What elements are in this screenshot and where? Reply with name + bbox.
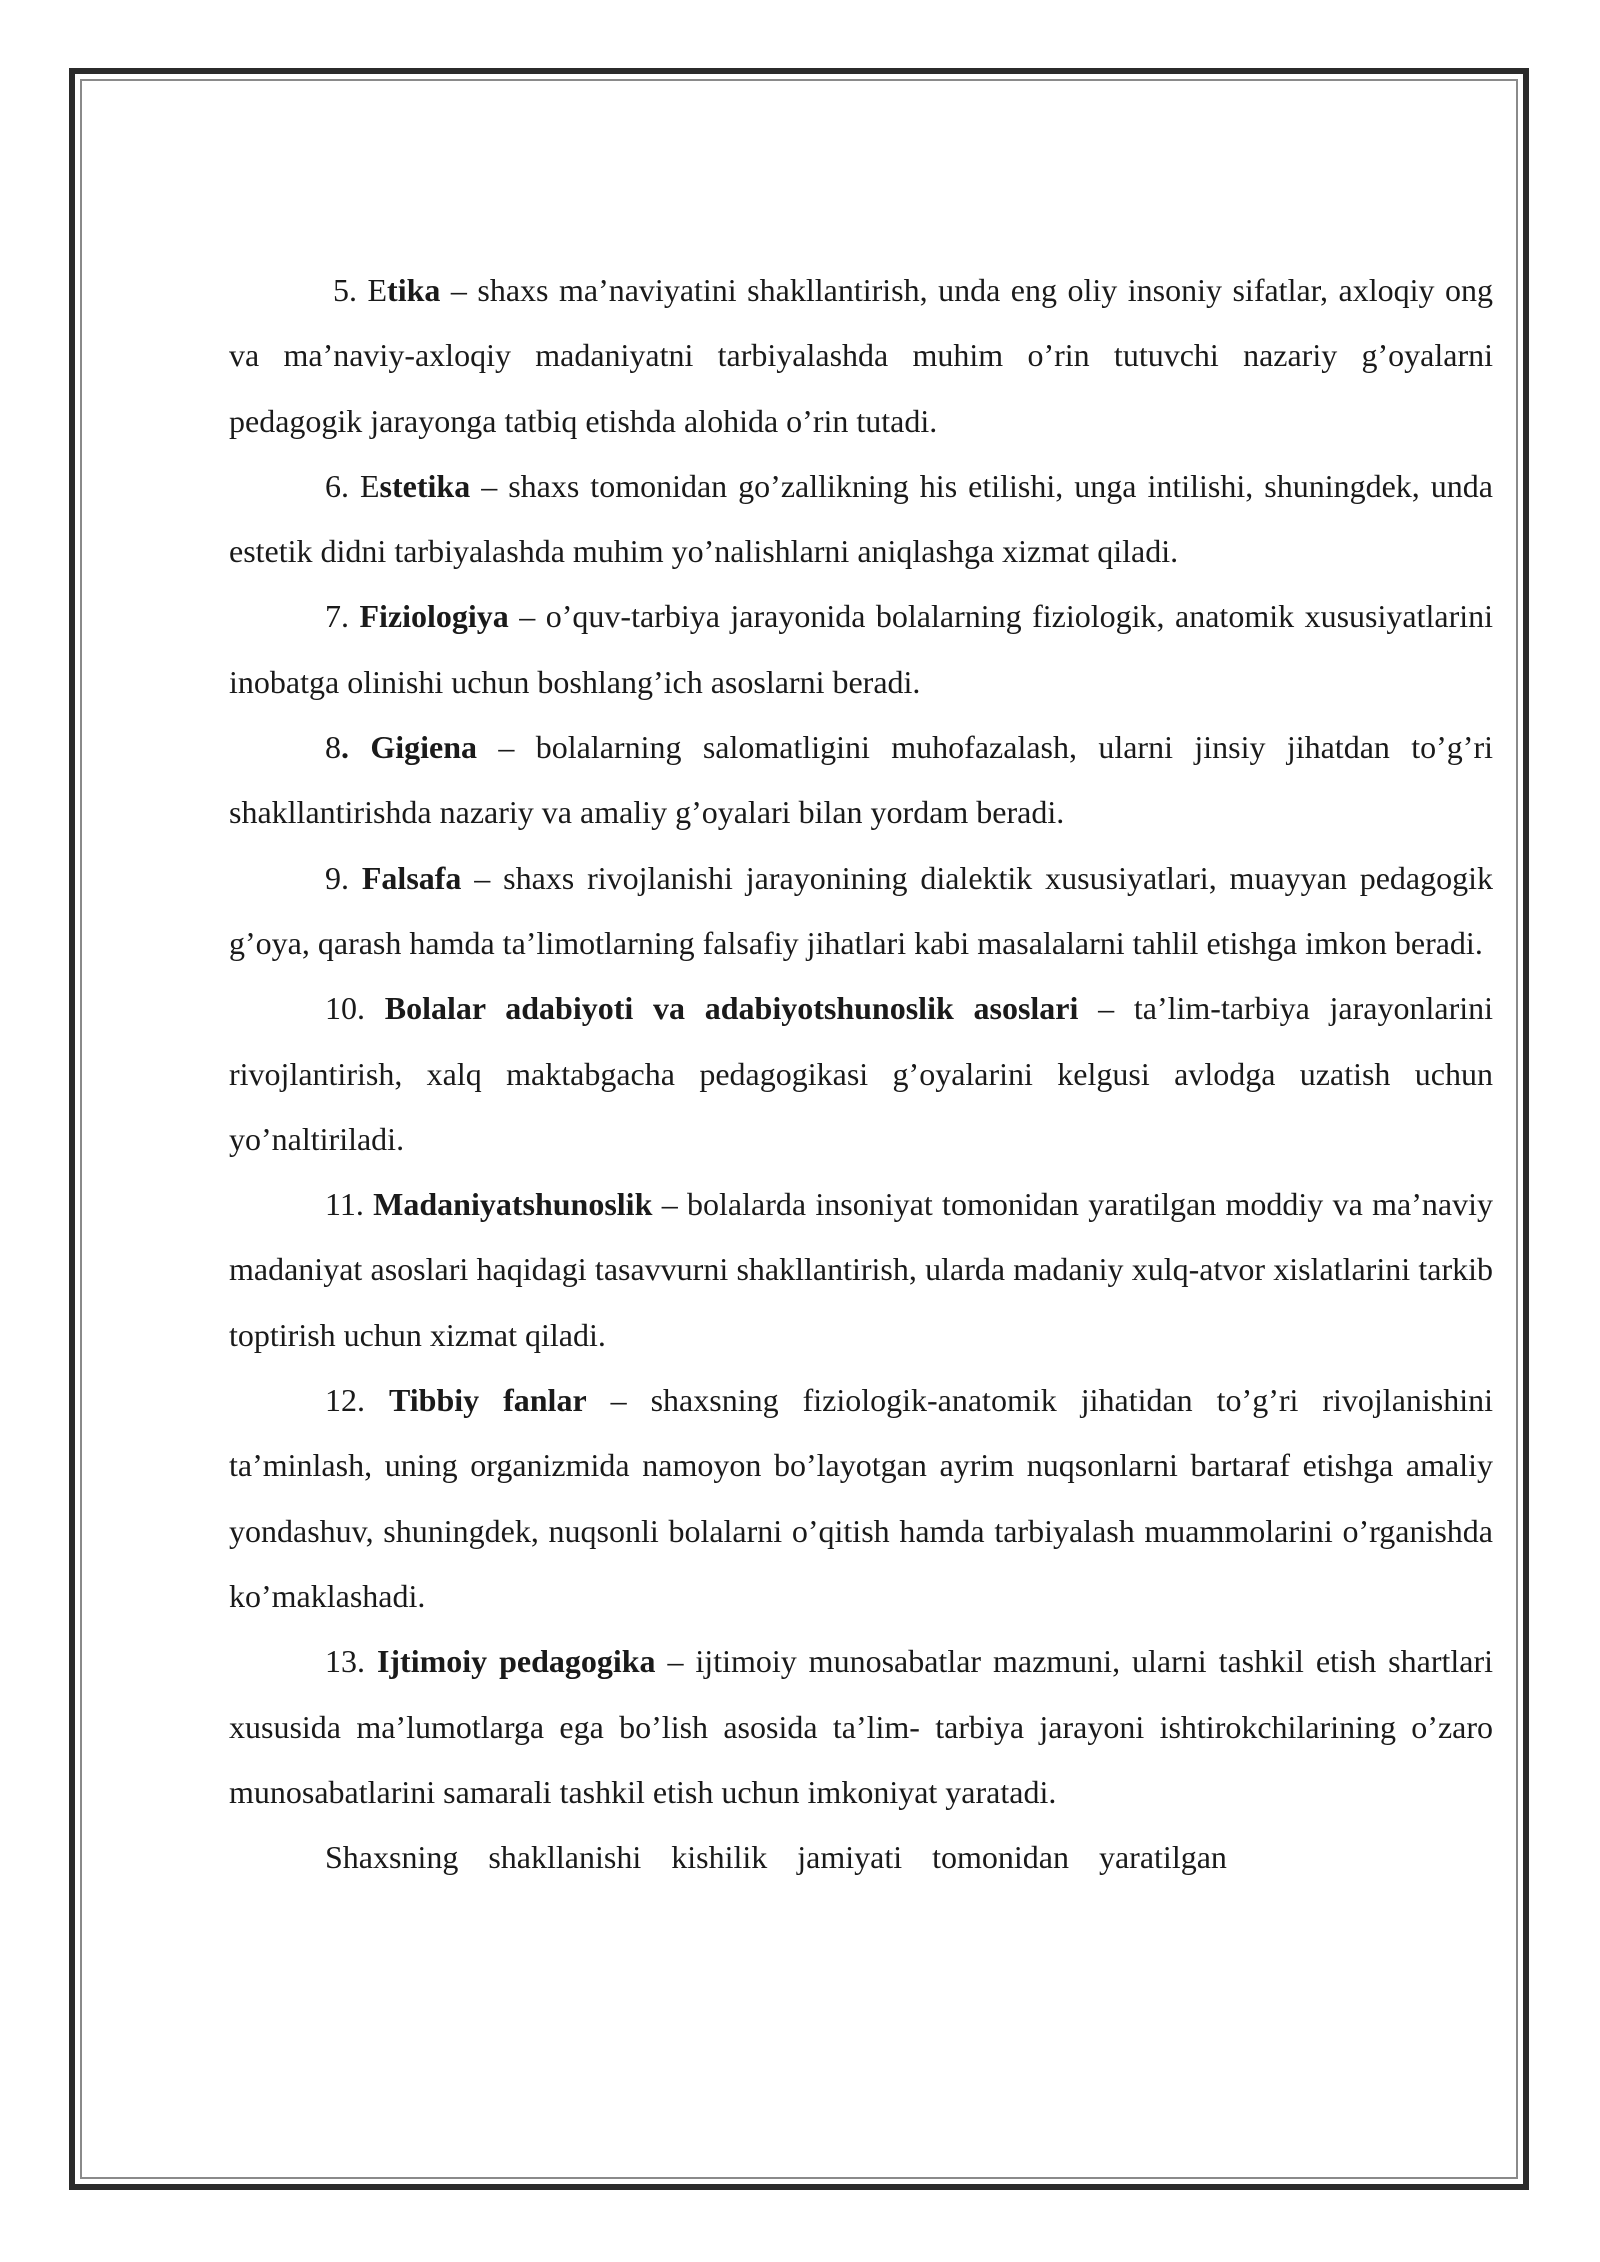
item-term: Tibbiy fanlar	[388, 1382, 587, 1419]
item-number: 5. E	[333, 272, 388, 308]
item-term: . Gigiena	[341, 729, 478, 766]
paragraph-falsafa	[229, 846, 1493, 977]
item-text: – bolalarning salomatligini muhofazalash, ularni jinsiy jihatdan to’g’ri shakllantirishda nazariy va amaliy g’oyalari bilan yordam beradi.	[229, 729, 1494, 831]
paragraph-tibbiy-fanlar	[229, 1368, 1493, 1629]
paragraph-bolalar-adabiyoti	[229, 976, 1493, 1172]
item-term: Bolalar adabiyoti va adabiyotshunoslik asoslari	[384, 990, 1079, 1027]
item-number: 8	[325, 729, 341, 766]
item-number: 7.	[325, 598, 360, 635]
item-term: Ijtimoiy pedagogika	[376, 1643, 656, 1680]
item-text: – bolalarda insoniyat tomonidan yaratilgan moddiy va ma’naviy madaniyat asoslari haqidagi tasavvurni shakllantirish, ularda madaniy xulq-atvor xislatlarini tarkib toptirish uchun xizmat qiladi.	[229, 1186, 1493, 1353]
paragraph-ijtimoiy-pedagogika	[229, 1629, 1493, 1825]
item-term: stetika	[379, 467, 471, 504]
item-number: 13.	[325, 1643, 377, 1680]
item-text: – shaxs rivojlanishi jarayonining dialektik xususiyatlari, muayyan pedagogik g’oya, qarash hamda ta’limotlarning falsafiy jihatlari kabi masalalarni tahlil etishga imkon beradi.	[229, 859, 1494, 961]
item-number: 11.	[325, 1186, 374, 1223]
item-text: – shaxs ma’naviyatini shakllantirish, unda eng oliy insoniy sifatlar, axloqiy ong va ma’naviy-axloqiy madaniyatni tarbiyalashda muhim o’rin tutuvchi nazariy g’oyalarni pedagogik jarayonga tatbiq etishda alohida o’rin tutadi.	[229, 272, 1494, 439]
item-term: Fiziologiya	[359, 598, 509, 635]
paragraph-closing: Shaxsning shakllanishi kishilik jamiyati tomonidan yaratilgan	[325, 1839, 1227, 1876]
item-term: tika	[387, 272, 441, 308]
item-text: – shaxs tomonidan go’zallikning his etilishi, unga intilishi, shuningdek, unda estetik didni tarbiyalashda muhim yo’nalishlarni aniqlashga xizmat qiladi.	[229, 467, 1494, 570]
paragraph-estetika	[229, 454, 1493, 585]
item-text: – o’quv-tarbiya jarayonida bolalarning fiziologik, anatomik xususiyatlarini inobatga olinishi uchun boshlang’ich asoslarni beradi.	[229, 598, 1494, 700]
paragraph-fiziologiya	[229, 584, 1493, 715]
item-number: 9.	[325, 859, 362, 896]
item-number: 12.	[325, 1382, 389, 1419]
item-number: 6. E	[325, 467, 380, 504]
paragraph-madaniyatshunoslik	[229, 1172, 1493, 1368]
item-text: – ijtimoiy munosabatlar mazmuni, ularni tashkil etish shartlari xususida ma’lumotlarga ega bo’lish asosida ta’lim- tarbiya jarayoni ishtirokchilarining o’zaro munosabatlarini samarali tashkil etish uchun imkoniyat yaratadi.	[229, 1643, 1494, 1810]
item-text: – ta’lim-tarbiya jarayonlarini rivojlantirish, xalq maktabgacha pedagogikasi g’oyalarini kelgusi avlodga uzatish uchun yo’naltiriladi.	[229, 990, 1494, 1157]
item-term: Falsafa	[361, 859, 462, 896]
paragraph-etika	[229, 258, 1493, 454]
item-term: Madaniyatshunoslik	[373, 1186, 653, 1223]
document-body	[229, 258, 1493, 1890]
item-text: – shaxsning fiziologik-anatomik jihatidan to’g’ri rivojlanishini ta’minlash, uning organizmida namoyon bo’layotgan ayrim nuqsonlarni bartaraf etishga amaliy yondashuv, shuningdek, nuqsonli bolalarni o’qitish hamda tarbiyalash muammolarini o’rganishda ko’maklashadi.	[229, 1382, 1494, 1614]
item-number: 10.	[325, 990, 385, 1027]
paragraph-gigiena	[229, 715, 1493, 846]
